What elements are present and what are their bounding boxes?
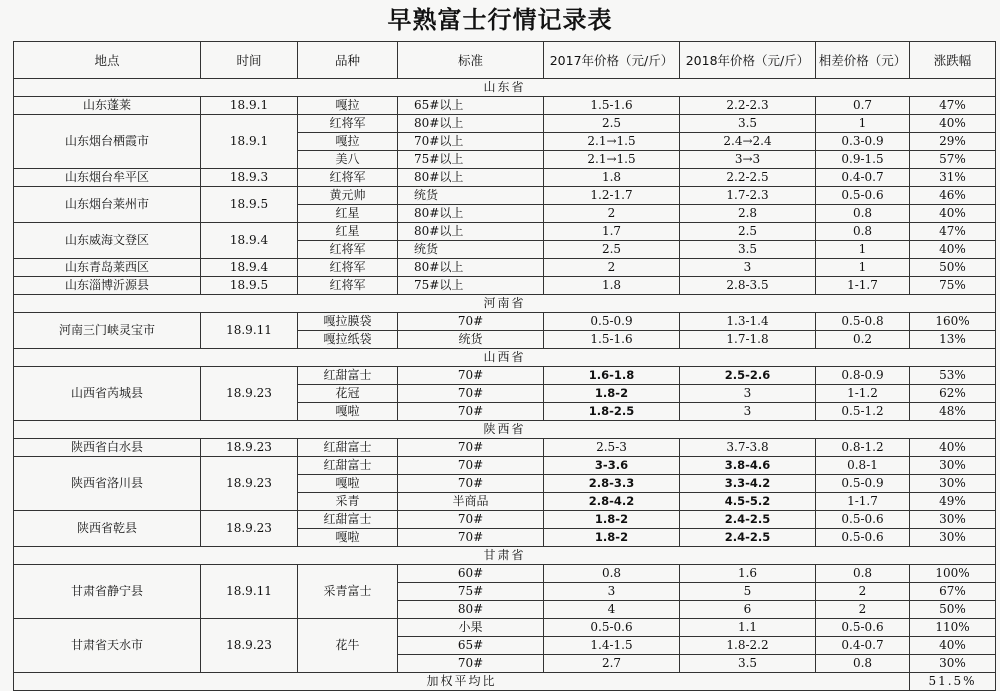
cell-time: 18.9.23 xyxy=(201,457,298,511)
cell-price-2017: 2 xyxy=(544,259,680,277)
cell-price-2018: 6 xyxy=(680,601,816,619)
cell-time: 18.9.4 xyxy=(201,259,298,277)
cell-price-2018: 3 xyxy=(680,259,816,277)
cell-price-diff: 0.8-0.9 xyxy=(816,367,910,385)
cell-price-diff: 0.5-0.9 xyxy=(816,475,910,493)
table-row xyxy=(14,619,996,637)
cell-price-2018: 3 xyxy=(680,385,816,403)
cell-standard: 70# xyxy=(398,457,544,475)
cell-price-2017: 1.8 xyxy=(544,277,680,295)
cell-location: 陕西省乾县 xyxy=(14,511,201,547)
cell-variety: 嘎拉 xyxy=(298,97,398,115)
cell-price-2018: 3.8-4.6 xyxy=(680,457,816,475)
header-row xyxy=(14,42,996,79)
province-label: 山西省 xyxy=(14,349,996,367)
cell-change: 75% xyxy=(910,277,996,295)
cell-change: 100% xyxy=(910,565,996,583)
cell-variety: 红将军 xyxy=(298,259,398,277)
cell-price-2017: 3 xyxy=(544,583,680,601)
cell-standard: 统货 xyxy=(398,241,544,259)
cell-change: 62% xyxy=(910,385,996,403)
cell-location: 山东烟台牟平区 xyxy=(14,169,201,187)
header-change: 涨跌幅 xyxy=(910,42,996,79)
table-row xyxy=(14,259,996,277)
cell-price-diff: 0.8-1.2 xyxy=(816,439,910,457)
cell-price-2017: 2.5 xyxy=(544,241,680,259)
province-label: 河南省 xyxy=(14,295,996,313)
cell-standard: 70#以上 xyxy=(398,133,544,151)
cell-price-2018: 3.5 xyxy=(680,115,816,133)
cell-standard: 60# xyxy=(398,565,544,583)
cell-price-diff: 0.4-0.7 xyxy=(816,169,910,187)
cell-variety: 红将军 xyxy=(298,169,398,187)
cell-price-2017: 1.4-1.5 xyxy=(544,637,680,655)
cell-price-diff: 1-1.2 xyxy=(816,385,910,403)
cell-variety: 嘎啦 xyxy=(298,475,398,493)
cell-price-2017: 1.8 xyxy=(544,169,680,187)
cell-standard: 75#以上 xyxy=(398,277,544,295)
cell-variety: 采青富士 xyxy=(298,565,398,619)
cell-price-2018: 5 xyxy=(680,583,816,601)
cell-price-2018: 3→3 xyxy=(680,151,816,169)
cell-standard: 70# xyxy=(398,655,544,673)
cell-price-diff: 0.3-0.9 xyxy=(816,133,910,151)
cell-price-2018: 2.4-2.5 xyxy=(680,529,816,547)
cell-price-diff: 1-1.7 xyxy=(816,277,910,295)
cell-variety: 红甜富士 xyxy=(298,511,398,529)
cell-change: 30% xyxy=(910,457,996,475)
cell-variety: 红星 xyxy=(298,205,398,223)
cell-price-diff: 0.5-0.8 xyxy=(816,313,910,331)
cell-location: 陕西省洛川县 xyxy=(14,457,201,511)
cell-price-2017: 2.1→1.5 xyxy=(544,151,680,169)
cell-price-2018: 3 xyxy=(680,403,816,421)
cell-price-2017: 0.8 xyxy=(544,565,680,583)
cell-price-2017: 1.8-2 xyxy=(544,511,680,529)
cell-price-2017: 4 xyxy=(544,601,680,619)
cell-change: 160% xyxy=(910,313,996,331)
cell-price-diff: 0.2 xyxy=(816,331,910,349)
cell-standard: 75#以上 xyxy=(398,151,544,169)
cell-standard: 80#以上 xyxy=(398,115,544,133)
cell-price-diff: 1 xyxy=(816,241,910,259)
cell-price-diff: 2 xyxy=(816,583,910,601)
cell-variety: 采青 xyxy=(298,493,398,511)
cell-variety: 嘎啦 xyxy=(298,403,398,421)
cell-price-diff: 0.8 xyxy=(816,223,910,241)
table-row xyxy=(14,439,996,457)
price-table xyxy=(13,41,996,691)
cell-variety: 花牛 xyxy=(298,619,398,673)
cell-price-2018: 3.3-4.2 xyxy=(680,475,816,493)
cell-standard: 80#以上 xyxy=(398,259,544,277)
province-row xyxy=(14,421,996,439)
cell-variety: 嘎拉纸袋 xyxy=(298,331,398,349)
cell-change: 40% xyxy=(910,115,996,133)
cell-change: 53% xyxy=(910,367,996,385)
cell-location: 甘肃省静宁县 xyxy=(14,565,201,619)
cell-variety: 红甜富士 xyxy=(298,439,398,457)
cell-price-diff: 0.8 xyxy=(816,205,910,223)
cell-change: 50% xyxy=(910,601,996,619)
cell-price-2017: 1.8-2 xyxy=(544,385,680,403)
cell-variety: 红甜富士 xyxy=(298,367,398,385)
cell-variety: 红将军 xyxy=(298,241,398,259)
table-row xyxy=(14,277,996,295)
table-row xyxy=(14,511,996,529)
cell-change: 47% xyxy=(910,97,996,115)
cell-price-2018: 3.5 xyxy=(680,655,816,673)
cell-price-2017: 1.6-1.8 xyxy=(544,367,680,385)
cell-location: 山西省芮城县 xyxy=(14,367,201,421)
header-price-2017: 2017年价格（元/斤） xyxy=(544,42,680,79)
cell-location: 山东淄博沂源县 xyxy=(14,277,201,295)
cell-location: 河南三门峡灵宝市 xyxy=(14,313,201,349)
cell-price-2018: 1.7-2.3 xyxy=(680,187,816,205)
cell-time: 18.9.23 xyxy=(201,511,298,547)
cell-change: 48% xyxy=(910,403,996,421)
header-price-diff: 相差价格（元） xyxy=(816,42,910,79)
cell-variety: 美八 xyxy=(298,151,398,169)
cell-price-2018: 2.2-2.3 xyxy=(680,97,816,115)
cell-price-2017: 2.5 xyxy=(544,115,680,133)
cell-price-2017: 0.5-0.6 xyxy=(544,619,680,637)
cell-price-2018: 2.8-3.5 xyxy=(680,277,816,295)
cell-variety: 花冠 xyxy=(298,385,398,403)
province-row xyxy=(14,295,996,313)
cell-standard: 70# xyxy=(398,439,544,457)
cell-price-diff: 0.8 xyxy=(816,565,910,583)
cell-time: 18.9.3 xyxy=(201,169,298,187)
cell-change: 30% xyxy=(910,475,996,493)
cell-price-2018: 2.4→2.4 xyxy=(680,133,816,151)
cell-price-diff: 2 xyxy=(816,601,910,619)
cell-price-2018: 2.5 xyxy=(680,223,816,241)
cell-change: 40% xyxy=(910,637,996,655)
cell-change: 110% xyxy=(910,619,996,637)
cell-standard: 80#以上 xyxy=(398,223,544,241)
cell-location: 山东威海文登区 xyxy=(14,223,201,259)
cell-standard: 70# xyxy=(398,367,544,385)
cell-time: 18.9.23 xyxy=(201,367,298,421)
cell-price-2017: 1.2-1.7 xyxy=(544,187,680,205)
cell-price-2017: 2 xyxy=(544,205,680,223)
cell-price-2017: 1.5-1.6 xyxy=(544,331,680,349)
cell-standard: 75# xyxy=(398,583,544,601)
cell-time: 18.9.4 xyxy=(201,223,298,259)
cell-price-2018: 2.5-2.6 xyxy=(680,367,816,385)
cell-price-diff: 0.5-0.6 xyxy=(816,187,910,205)
cell-standard: 半商品 xyxy=(398,493,544,511)
cell-change: 13% xyxy=(910,331,996,349)
cell-change: 40% xyxy=(910,439,996,457)
weighted-average-value: 51.5% xyxy=(910,673,996,691)
table-row xyxy=(14,223,996,241)
cell-standard: 80#以上 xyxy=(398,205,544,223)
cell-standard: 80# xyxy=(398,601,544,619)
table-row xyxy=(14,97,996,115)
cell-price-diff: 0.8-1 xyxy=(816,457,910,475)
cell-standard: 70# xyxy=(398,529,544,547)
cell-standard: 70# xyxy=(398,385,544,403)
cell-location: 甘肃省天水市 xyxy=(14,619,201,673)
cell-variety: 嘎啦 xyxy=(298,529,398,547)
cell-change: 57% xyxy=(910,151,996,169)
cell-price-2017: 2.8-4.2 xyxy=(544,493,680,511)
province-label: 甘肃省 xyxy=(14,547,996,565)
cell-standard: 70# xyxy=(398,475,544,493)
cell-change: 49% xyxy=(910,493,996,511)
province-label: 陕西省 xyxy=(14,421,996,439)
cell-price-2018: 3.5 xyxy=(680,241,816,259)
cell-standard: 统货 xyxy=(398,187,544,205)
cell-change: 30% xyxy=(910,529,996,547)
cell-price-diff: 0.5-0.6 xyxy=(816,619,910,637)
cell-price-2017: 2.1→1.5 xyxy=(544,133,680,151)
province-row xyxy=(14,547,996,565)
cell-price-2018: 1.1 xyxy=(680,619,816,637)
table-row xyxy=(14,169,996,187)
cell-standard: 70# xyxy=(398,403,544,421)
table-row xyxy=(14,313,996,331)
page-title: 早熟富士行情记录表 xyxy=(387,6,613,34)
cell-time: 18.9.5 xyxy=(201,187,298,223)
cell-price-2018: 4.5-5.2 xyxy=(680,493,816,511)
cell-price-diff: 1 xyxy=(816,259,910,277)
cell-price-2017: 1.8-2 xyxy=(544,529,680,547)
cell-standard: 小果 xyxy=(398,619,544,637)
header-price-2018: 2018年价格（元/斤） xyxy=(680,42,816,79)
header-location: 地点 xyxy=(14,42,201,79)
cell-variety: 红星 xyxy=(298,223,398,241)
cell-location: 山东烟台莱州市 xyxy=(14,187,201,223)
cell-change: 40% xyxy=(910,241,996,259)
cell-time: 18.9.11 xyxy=(201,565,298,619)
cell-price-2018: 2.8 xyxy=(680,205,816,223)
cell-variety: 嘎拉膜袋 xyxy=(298,313,398,331)
cell-price-diff: 1-1.7 xyxy=(816,493,910,511)
province-row xyxy=(14,349,996,367)
header-time: 时间 xyxy=(201,42,298,79)
cell-price-2017: 1.8-2.5 xyxy=(544,403,680,421)
table-row xyxy=(14,115,996,133)
cell-location: 山东青岛莱西区 xyxy=(14,259,201,277)
cell-change: 30% xyxy=(910,655,996,673)
cell-location: 山东蓬莱 xyxy=(14,97,201,115)
cell-change: 40% xyxy=(910,205,996,223)
cell-price-2017: 2.8-3.3 xyxy=(544,475,680,493)
cell-change: 29% xyxy=(910,133,996,151)
table-row xyxy=(14,457,996,475)
cell-change: 46% xyxy=(910,187,996,205)
cell-price-2017: 2.7 xyxy=(544,655,680,673)
cell-location: 山东烟台栖霞市 xyxy=(14,115,201,169)
weighted-average-label: 加权平均比 xyxy=(14,673,910,691)
cell-price-diff: 0.9-1.5 xyxy=(816,151,910,169)
cell-change: 67% xyxy=(910,583,996,601)
cell-time: 18.9.23 xyxy=(201,619,298,673)
table-row xyxy=(14,367,996,385)
cell-price-diff: 0.8 xyxy=(816,655,910,673)
cell-price-diff: 0.7 xyxy=(816,97,910,115)
cell-change: 50% xyxy=(910,259,996,277)
cell-change: 47% xyxy=(910,223,996,241)
cell-price-2018: 1.7-1.8 xyxy=(680,331,816,349)
cell-time: 18.9.5 xyxy=(201,277,298,295)
cell-standard: 80#以上 xyxy=(398,169,544,187)
cell-variety: 黄元帅 xyxy=(298,187,398,205)
cell-price-2018: 2.4-2.5 xyxy=(680,511,816,529)
cell-price-2017: 0.5-0.9 xyxy=(544,313,680,331)
cell-time: 18.9.23 xyxy=(201,439,298,457)
cell-variety: 红甜富士 xyxy=(298,457,398,475)
cell-price-diff: 0.5-1.2 xyxy=(816,403,910,421)
cell-price-2018: 3.7-3.8 xyxy=(680,439,816,457)
cell-price-2018: 1.6 xyxy=(680,565,816,583)
cell-standard: 70# xyxy=(398,313,544,331)
cell-change: 31% xyxy=(910,169,996,187)
cell-price-2017: 1.7 xyxy=(544,223,680,241)
cell-price-2018: 2.2-2.5 xyxy=(680,169,816,187)
table-row xyxy=(14,565,996,583)
cell-price-2018: 1.3-1.4 xyxy=(680,313,816,331)
cell-standard: 70# xyxy=(398,511,544,529)
province-row xyxy=(14,79,996,97)
cell-variety: 嘎拉 xyxy=(298,133,398,151)
cell-price-diff: 0.4-0.7 xyxy=(816,637,910,655)
cell-price-diff: 0.5-0.6 xyxy=(816,529,910,547)
cell-variety: 红将军 xyxy=(298,115,398,133)
cell-price-2017: 2.5-3 xyxy=(544,439,680,457)
cell-location: 陕西省白水县 xyxy=(14,439,201,457)
header-standard: 标准 xyxy=(398,42,544,79)
province-label: 山东省 xyxy=(14,79,996,97)
cell-price-2018: 1.8-2.2 xyxy=(680,637,816,655)
table-row xyxy=(14,187,996,205)
cell-price-diff: 0.5-0.6 xyxy=(816,511,910,529)
cell-time: 18.9.1 xyxy=(201,115,298,169)
cell-time: 18.9.11 xyxy=(201,313,298,349)
cell-standard: 统货 xyxy=(398,331,544,349)
cell-change: 30% xyxy=(910,511,996,529)
cell-price-diff: 1 xyxy=(816,115,910,133)
cell-standard: 65#以上 xyxy=(398,97,544,115)
cell-standard: 65# xyxy=(398,637,544,655)
cell-time: 18.9.1 xyxy=(201,97,298,115)
header-variety: 品种 xyxy=(298,42,398,79)
cell-variety: 红将军 xyxy=(298,277,398,295)
cell-price-2017: 3-3.6 xyxy=(544,457,680,475)
cell-price-2017: 1.5-1.6 xyxy=(544,97,680,115)
footer-row xyxy=(14,673,996,691)
